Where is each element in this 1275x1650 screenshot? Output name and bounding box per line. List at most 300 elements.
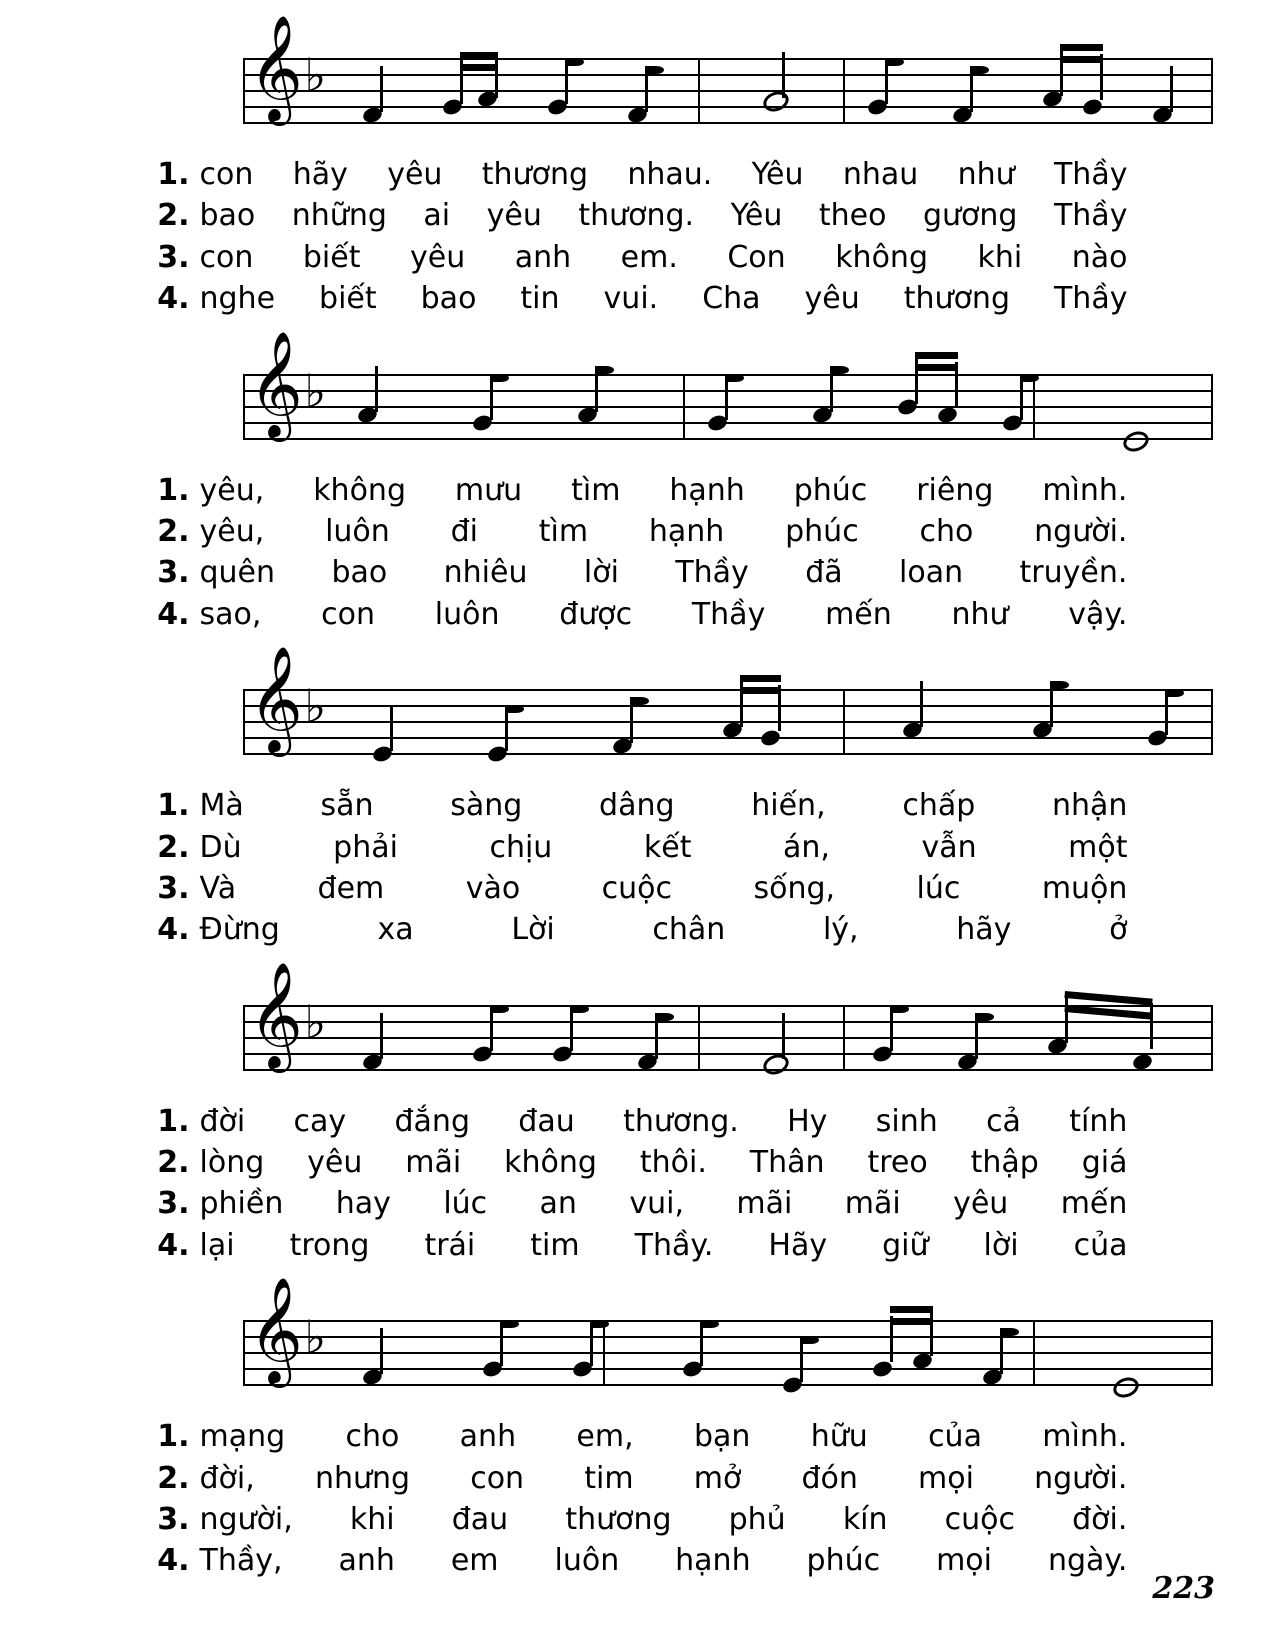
lyric-word: lời <box>983 1227 1019 1263</box>
note-head-half <box>760 1051 791 1078</box>
barline <box>683 374 685 440</box>
lyric-word: phủ <box>728 1502 786 1538</box>
lyric-word: nhận <box>1051 788 1128 824</box>
note-flag <box>493 1005 509 1013</box>
lyric-word: anh <box>459 1419 517 1455</box>
barline <box>698 58 700 124</box>
barline-start <box>243 1005 245 1071</box>
lyric-word: Thầy <box>675 555 749 591</box>
lyric-word: Cha <box>702 281 761 317</box>
staff-line <box>243 422 1213 424</box>
lyric-word: trong <box>289 1227 370 1263</box>
lyric-word: như <box>957 157 1015 192</box>
lyric-word: sinh <box>875 1103 938 1139</box>
lyric-word: cuộc <box>601 870 673 906</box>
lyric-word: biết <box>302 239 361 275</box>
lyric-word: yêu <box>486 198 542 234</box>
lyric-word: chịu <box>489 829 553 865</box>
music-system-5 <box>138 1276 1138 1582</box>
lyric-word: bạn <box>693 1419 751 1455</box>
lyric-words <box>200 1101 1138 1142</box>
staff-line <box>243 1352 1213 1354</box>
verse-number: 2. <box>157 198 190 234</box>
staff-system-4 <box>243 960 1213 1087</box>
lyric-word: xa <box>377 912 414 948</box>
note-head-half <box>1120 428 1151 455</box>
barline <box>1033 374 1035 440</box>
lyric-word: phúc <box>785 513 859 549</box>
lyric-word: phiền <box>199 1186 284 1222</box>
note-flag <box>833 366 849 374</box>
lyric-word: cho <box>919 513 974 549</box>
lyric-word: Thầy <box>1053 157 1128 192</box>
lyric-word: vẫn <box>921 829 977 865</box>
music-system-4 <box>138 960 1138 1267</box>
lyric-word: anh <box>514 239 572 275</box>
note-flag <box>508 705 524 713</box>
key-signature-flat-icon: ♭ <box>304 679 327 734</box>
verse-number: 3. <box>157 1502 190 1538</box>
lyric-words <box>200 1183 1138 1224</box>
lyric-word: Yêu <box>730 198 783 234</box>
lyric-word: được <box>559 596 633 632</box>
lyric-row <box>138 278 1138 319</box>
lyric-word: tìm <box>571 472 621 508</box>
verse-number: 1. <box>157 788 190 824</box>
lyric-words <box>200 470 1138 511</box>
lyric-word: hay <box>335 1186 391 1222</box>
lyric-word: đón <box>801 1460 858 1496</box>
lyric-word: cuộc <box>944 1502 1016 1538</box>
barline <box>843 1005 845 1071</box>
lyric-word: Yêu <box>751 157 804 192</box>
lyrics-block-2 <box>138 456 1138 636</box>
lyric-word: không <box>313 472 406 508</box>
lyric-word: người. <box>1034 1460 1128 1496</box>
lyric-word: hữu <box>810 1419 868 1455</box>
beam <box>460 52 498 59</box>
note-stem <box>920 681 923 727</box>
lyric-word: luôn <box>434 596 500 632</box>
note-flag <box>1053 681 1069 689</box>
note-stem <box>375 366 378 412</box>
lyrics-block-3 <box>138 771 1138 951</box>
verse-number: 2. <box>157 1145 190 1181</box>
lyric-word: lại <box>199 1227 235 1263</box>
lyric-word: án, <box>782 829 830 865</box>
lyric-word: thương <box>903 281 1010 317</box>
lyric-word: luôn <box>554 1543 620 1579</box>
lyric-word: tim <box>530 1227 580 1263</box>
lyric-word: nào <box>1071 239 1128 275</box>
lyric-row <box>138 1499 1138 1540</box>
barline <box>603 1320 605 1386</box>
lyric-word: nhau. <box>627 157 713 192</box>
lyric-word: Thầy <box>691 596 766 632</box>
note-flag <box>1003 1328 1019 1336</box>
lyric-word: của <box>1073 1227 1128 1263</box>
note-stem <box>380 1013 383 1059</box>
lyric-word: người, <box>199 1502 293 1538</box>
lyric-row <box>138 594 1138 635</box>
lyric-word: kín <box>842 1502 888 1538</box>
lyrics-block-5 <box>138 1402 1138 1582</box>
lyric-word: trái <box>424 1227 476 1263</box>
lyric-word: dâng <box>599 788 675 824</box>
lyric-word: phúc <box>793 472 868 508</box>
lyric-words <box>200 909 1138 950</box>
key-signature-flat-icon: ♭ <box>304 363 327 418</box>
lyric-word: đắng <box>394 1103 470 1139</box>
staff-line <box>243 122 1213 124</box>
lyric-word: như <box>951 596 1009 632</box>
beam <box>915 352 958 359</box>
lyric-word: cho <box>345 1419 400 1455</box>
lyric-row <box>138 154 1138 195</box>
lyric-word: Và <box>199 870 237 906</box>
lyric-word: biết <box>319 281 377 317</box>
verse-number: 1. <box>157 472 190 508</box>
lyric-row <box>138 909 1138 950</box>
lyric-word: Con <box>727 239 786 275</box>
note-head <box>1081 97 1104 117</box>
treble-clef-icon: 𝄞 <box>248 14 303 121</box>
lyric-word: đời <box>199 1103 246 1139</box>
beam <box>890 1306 933 1313</box>
lyric-row <box>138 1142 1138 1183</box>
lyric-word: đã <box>805 555 843 591</box>
note-flag <box>503 1320 519 1328</box>
note-flag <box>573 1005 589 1013</box>
lyric-word: đi <box>450 513 478 549</box>
staff-line <box>243 689 1213 691</box>
lyric-word: mạng <box>199 1419 286 1455</box>
lyric-word: hãy <box>956 912 1012 948</box>
lyric-word: yêu <box>307 1145 363 1181</box>
staff-line <box>243 1069 1213 1071</box>
lyric-word: phúc <box>806 1543 881 1579</box>
verse-number: 4. <box>157 912 190 948</box>
lyric-word: tin <box>520 281 560 317</box>
lyric-words <box>200 237 1138 278</box>
lyric-word: mãi <box>844 1186 901 1222</box>
lyric-word: yêu <box>409 239 466 275</box>
lyric-word: em, <box>576 1419 634 1455</box>
lyric-word: bao <box>199 198 256 234</box>
key-signature-flat-icon: ♭ <box>304 48 327 102</box>
beam <box>740 675 781 682</box>
lyric-word: không <box>835 239 928 275</box>
note-head-half <box>760 88 791 115</box>
note-head <box>871 1359 894 1379</box>
lyric-word: Dù <box>199 829 242 865</box>
lyric-words <box>200 1499 1138 1540</box>
lyric-word: sống, <box>753 870 836 906</box>
lyric-word: những <box>291 198 387 234</box>
treble-clef-icon: 𝄞 <box>248 329 303 437</box>
lyric-word: Thầy <box>1053 198 1128 234</box>
lyric-words <box>200 1225 1138 1266</box>
lyric-word: đau <box>451 1502 509 1538</box>
lyric-word: vậy. <box>1068 596 1128 632</box>
lyric-word: yêu <box>953 1186 1009 1222</box>
treble-clef-icon: 𝄞 <box>248 1276 303 1384</box>
lyric-word: lý, <box>822 912 859 948</box>
staff-system-5 <box>243 1276 1213 1402</box>
lyric-word: đời, <box>199 1460 255 1496</box>
note-stem <box>380 66 383 112</box>
lyric-row <box>138 552 1138 593</box>
lyric-row <box>138 1225 1138 1266</box>
lyric-words <box>200 827 1138 868</box>
lyric-word: giữ <box>882 1227 929 1263</box>
lyric-words <box>200 195 1138 236</box>
beam <box>1060 56 1103 63</box>
lyric-row <box>138 1183 1138 1224</box>
lyric-word: nghe <box>199 281 276 317</box>
lyric-word: mưu <box>454 472 523 508</box>
staff-system-1 <box>243 14 1213 140</box>
barline-start <box>243 1320 245 1386</box>
music-system-1 <box>138 0 1138 320</box>
treble-clef-icon: 𝄞 <box>248 960 303 1068</box>
lyric-word: hạnh <box>675 1543 751 1579</box>
lyric-word: người. <box>1034 513 1128 549</box>
lyric-word: hãy <box>292 157 348 192</box>
verse-number: 3. <box>157 870 190 906</box>
lyric-word: không <box>504 1145 597 1181</box>
beam <box>740 687 781 694</box>
barline <box>843 689 845 755</box>
lyric-word: Thân <box>749 1145 825 1181</box>
lyric-word: mãi <box>405 1145 462 1181</box>
lyric-word: con <box>199 157 254 192</box>
lyric-word: sao, <box>199 596 262 632</box>
note-flag <box>648 66 664 74</box>
note-stem <box>782 52 785 98</box>
verse-number: 4. <box>157 1227 190 1263</box>
lyric-word: thương <box>481 157 588 192</box>
lyric-word: đau <box>518 1103 575 1139</box>
verse-number: 2. <box>157 1460 190 1496</box>
verse-number: 1. <box>157 1419 190 1455</box>
lyric-word: gương <box>923 198 1018 234</box>
beam <box>460 64 498 71</box>
lyric-row <box>138 1416 1138 1457</box>
lyric-word: ở <box>1109 912 1128 948</box>
barline <box>843 58 845 124</box>
lyric-word: mọi <box>936 1543 992 1579</box>
lyric-word: hạnh <box>669 472 745 508</box>
lyric-word: bao <box>331 555 388 591</box>
lyric-word: lúc <box>916 870 961 906</box>
lyric-word: hạnh <box>648 513 725 549</box>
lyric-row <box>138 785 1138 826</box>
lyric-word: truyền. <box>1019 555 1128 591</box>
lyric-word: mình. <box>1042 1419 1128 1455</box>
lyric-word: em <box>450 1543 499 1579</box>
note-flag <box>493 374 509 382</box>
note-stem <box>1065 997 1068 1043</box>
lyric-word: một <box>1068 829 1128 865</box>
staff-line <box>243 737 1213 739</box>
note-flag <box>978 1013 994 1021</box>
beam <box>915 364 958 371</box>
note-flag <box>893 1005 909 1013</box>
note-stem <box>1150 1003 1153 1049</box>
lyric-word: theo <box>818 198 887 234</box>
lyric-word: loan <box>899 555 964 591</box>
lyric-word: bao <box>420 281 477 317</box>
note-flag <box>728 374 744 382</box>
key-signature-flat-icon: ♭ <box>304 994 327 1049</box>
lyric-word: ngày. <box>1047 1543 1128 1579</box>
barline-start <box>243 374 245 440</box>
note-flag <box>593 1320 609 1328</box>
verse-number: 4. <box>157 281 190 317</box>
barline <box>1033 1320 1035 1386</box>
lyric-word: Hãy <box>768 1227 828 1263</box>
note-flag <box>658 1013 674 1021</box>
lyric-word: mãi <box>736 1186 793 1222</box>
lyric-word: tính <box>1069 1103 1128 1139</box>
note-flag <box>888 58 904 66</box>
lyric-words <box>200 1142 1138 1183</box>
lyric-words <box>200 868 1138 909</box>
verse-number: 1. <box>157 1103 190 1139</box>
lyric-word: Lời <box>511 912 555 948</box>
lyric-row <box>138 237 1138 278</box>
note-flag <box>703 1320 719 1328</box>
lyric-word: thập <box>970 1145 1039 1181</box>
lyric-words <box>200 154 1138 195</box>
barline-end <box>1211 689 1213 755</box>
note-flag <box>1023 374 1039 382</box>
verse-number: 2. <box>157 829 190 865</box>
lyric-word: tìm <box>538 513 589 549</box>
lyric-word: yêu, <box>199 513 265 549</box>
lyric-word: mở <box>693 1460 742 1496</box>
lyrics-block-4 <box>138 1087 1138 1267</box>
staff-line <box>243 721 1213 723</box>
lyric-words <box>200 552 1138 593</box>
barline-end <box>1211 1320 1213 1386</box>
staff-system-3 <box>243 645 1213 771</box>
lyric-word: khi <box>977 239 1023 275</box>
beam <box>1064 1005 1152 1020</box>
lyric-word: nhưng <box>314 1460 411 1496</box>
lyric-words <box>200 278 1138 319</box>
lyric-word: an <box>539 1186 577 1222</box>
lyric-word: Đừng <box>199 912 280 948</box>
barline-end <box>1211 58 1213 124</box>
lyric-row <box>138 511 1138 552</box>
beam <box>1064 991 1152 1006</box>
verse-number: 1. <box>157 157 190 192</box>
staff-line <box>243 1320 1213 1322</box>
lyric-word: sẵn <box>320 788 374 824</box>
note-flag <box>803 1336 819 1344</box>
staff-line <box>243 390 1213 392</box>
lyric-word: tim <box>584 1460 634 1496</box>
lyric-word: luôn <box>325 513 390 549</box>
lyric-word: muộn <box>1041 870 1128 906</box>
lyric-word: mình. <box>1042 472 1128 508</box>
note-stem <box>930 1310 933 1356</box>
lyric-word: Thầy, <box>199 1543 283 1579</box>
lyric-word: sàng <box>450 788 523 824</box>
note-head-half <box>1110 1374 1141 1401</box>
lyric-words <box>200 1458 1138 1499</box>
note-stem <box>380 1328 383 1374</box>
lyrics-block-1 <box>138 140 1138 320</box>
lyric-row <box>138 868 1138 909</box>
note-flag <box>598 366 614 374</box>
music-system-2 <box>138 329 1138 636</box>
lyric-words <box>200 511 1138 552</box>
lyric-word: thương <box>565 1502 672 1538</box>
lyric-word: kết <box>643 829 692 865</box>
verse-number: 3. <box>157 555 190 591</box>
key-signature-flat-icon: ♭ <box>304 1310 327 1365</box>
staff-line <box>243 438 1213 440</box>
lyric-word: Thầy. <box>634 1227 714 1263</box>
note-flag <box>1168 689 1184 697</box>
lyric-word: mọi <box>918 1460 974 1496</box>
verse-number: 4. <box>157 596 190 632</box>
staff-line <box>243 106 1213 108</box>
note-head <box>759 728 782 748</box>
lyric-words <box>200 1416 1138 1457</box>
staff-system-2 <box>243 329 1213 456</box>
note-flag <box>633 697 649 705</box>
lyric-word: Hy <box>787 1103 828 1139</box>
lyric-word: Mà <box>199 788 244 824</box>
verse-number: 3. <box>157 1186 190 1222</box>
lyric-word: thôi. <box>639 1145 707 1181</box>
lyric-word: Thầy <box>1053 281 1128 317</box>
beam <box>1060 44 1103 51</box>
music-system-3 <box>138 645 1138 951</box>
verse-number: 4. <box>157 1543 190 1579</box>
staff-line <box>243 1053 1213 1055</box>
lyric-word: vào <box>465 870 521 906</box>
lyric-word: con <box>470 1460 525 1496</box>
lyric-word: đem <box>317 870 385 906</box>
note-stem <box>390 705 393 751</box>
note-flag <box>568 58 584 66</box>
beam <box>890 1318 933 1325</box>
lyric-words <box>200 1540 1138 1581</box>
barline-start <box>243 689 245 755</box>
lyric-word: yêu <box>387 157 443 192</box>
verse-number: 2. <box>157 513 190 549</box>
barline <box>698 1005 700 1071</box>
lyric-word: lúc <box>443 1186 488 1222</box>
lyric-word: riêng <box>916 472 994 508</box>
lyric-row <box>138 1458 1138 1499</box>
lyric-word: quên <box>199 555 276 591</box>
lyric-word: mến <box>1060 1186 1128 1222</box>
barline-end <box>1211 374 1213 440</box>
lyric-word: cả <box>986 1103 1021 1139</box>
lyric-word: mến <box>825 596 892 632</box>
barline-start <box>243 58 245 124</box>
lyric-word: em. <box>620 239 678 275</box>
lyric-word: khi <box>349 1502 395 1538</box>
staff-line <box>243 1336 1213 1338</box>
lyric-word: vui. <box>603 281 659 317</box>
